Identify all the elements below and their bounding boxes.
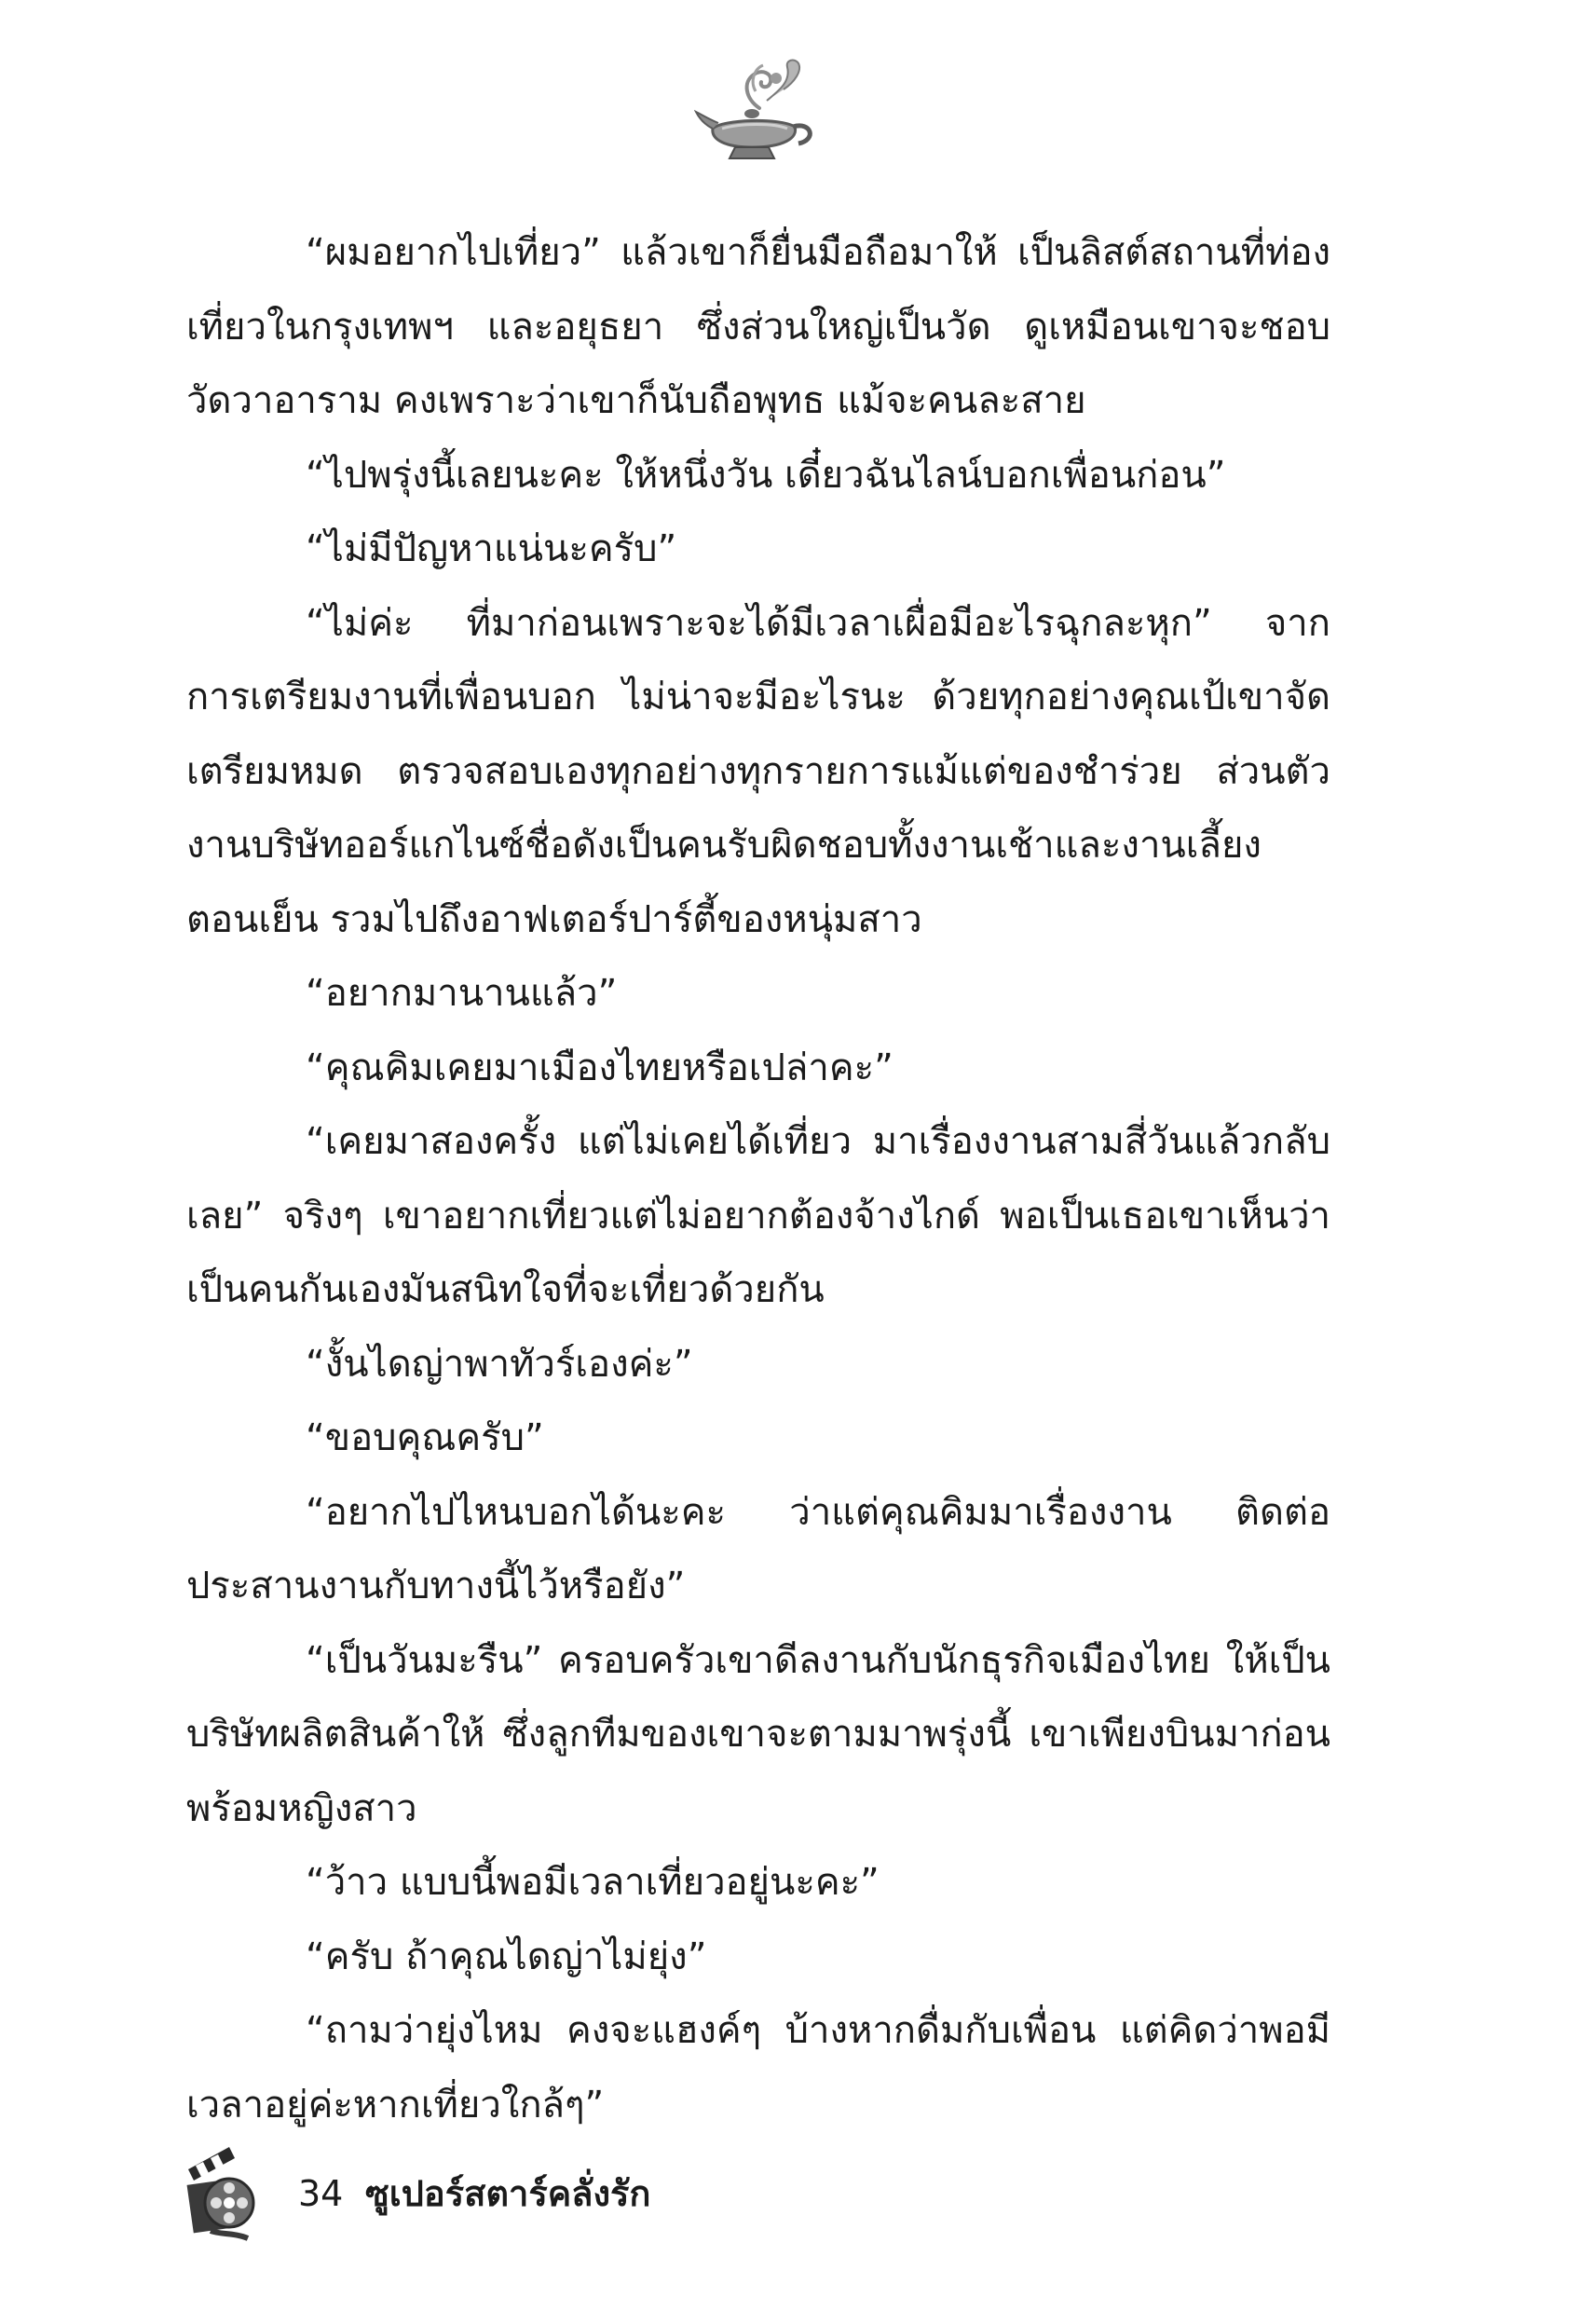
paragraph-2: “ไปพรุ่งนี้เลยนะคะ ให้หนึ่งวัน เดี๋ยวฉันไลน์บอกเพื่อนก่อน” (306, 453, 1226, 497)
paragraph-8: “งั้นไดญ่าพาทัวร์เองค่ะ” (306, 1342, 693, 1386)
paragraph-14: “ถามว่ายุ่งไหม คงจะแฮงค์ๆ บ้างหากดื่มกับเพื่อน แต่คิดว่าพอมีเวลาอยู่ค่ะหากเที่ยวใกล้ๆ” (186, 2009, 1330, 2126)
paragraph-6: “คุณคิมเคยมาเมืองไทยหรือเปล่าคะ” (306, 1046, 893, 1089)
paragraph-9: “ขอบคุณครับ” (306, 1416, 544, 1459)
page-footer (183, 2141, 1021, 2244)
paragraph-4: “ไม่ค่ะ ที่มาก่อนเพราะจะได้มีเวลาเผื่อมีอะไรฉุกละหุก” จากการเตรียมงานที่เพื่อนบอก ไม่น่าจะมีอะไรนะ ด้วยทุกอย่างคุณเป้เขาจัดเตรียมหมด ตรวจสอบเองทุกอย่างทุกรายการแม้แต่ของชำร่วย ส่วนตัวงานบริษัทออร์แกไนซ์ชื่อดังเป็นคนรับผิดชอบทั้งงานเช้าและงานเลี้ยงตอนเย็น รวมไปถึงอาฟเตอร์ปาร์ตี้ของหนุ่มสาว (186, 601, 1330, 941)
paragraph-3: “ไม่มีปัญหาแน่นะครับ” (306, 527, 677, 570)
book-title: ซูเปอร์สตาร์คลั่งรัก (365, 2173, 651, 2214)
paragraph-7: “เคยมาสองครั้ง แต่ไม่เคยได้เที่ยว มาเรื่องงานสามสี่วันแล้วกลับเลย” จริงๆ เขาอยากเที่ยวแต่ไม่อยากต้องจ้างไกด์ พอเป็นเธอเขาเห็นว่าเป็นคนกันเองมันสนิทใจที่จะเที่ยวด้วยกัน (186, 1120, 1330, 1311)
paragraph-1: “ผมอยากไปเที่ยว” แล้วเขาก็ยื่นมือถือมาให้ เป็นลิสต์สถานที่ท่องเที่ยวในกรุงเทพฯ และอยุธยา ซึ่งส่วนใหญ่เป็นวัด ดูเหมือนเขาจะชอบวัดวาอาราม คงเพราะว่าเขาก็นับถือพุทธ แม้จะคนละสาย (186, 231, 1330, 422)
paragraph-12: “ว้าว แบบนี้พอมีเวลาเที่ยวอยู่นะคะ” (306, 1861, 880, 1904)
paragraph-13: “ครับ ถ้าคุณไดญ่าไม่ยุ่ง” (306, 1935, 707, 1978)
genie-lamp-icon (694, 54, 820, 166)
paragraph-5: “อยากมานานแล้ว” (306, 972, 618, 1015)
paragraph-10: “อยากไปไหนบอกได้นะคะ ว่าแต่คุณคิมมาเรื่องงาน ติดต่อประสานงานกับทางนี้ไว้หรือยัง” (186, 1490, 1330, 1607)
page-number: 34 (298, 2173, 344, 2214)
film-reel-clapperboard-icon (183, 2141, 257, 2244)
paragraph-11: “เป็นวันมะรืน” ครอบครัวเขาดีลงานกับนักธุรกิจเมืองไทย ให้เป็นบริษัทผลิตสินค้าให้ ซึ่งลูกทีมของเขาจะตามมาพรุ่งนี้ เขาเพียงบินมาก่อนพร้อมหญิงสาว (186, 1638, 1330, 1830)
body-text (186, 216, 1330, 2142)
